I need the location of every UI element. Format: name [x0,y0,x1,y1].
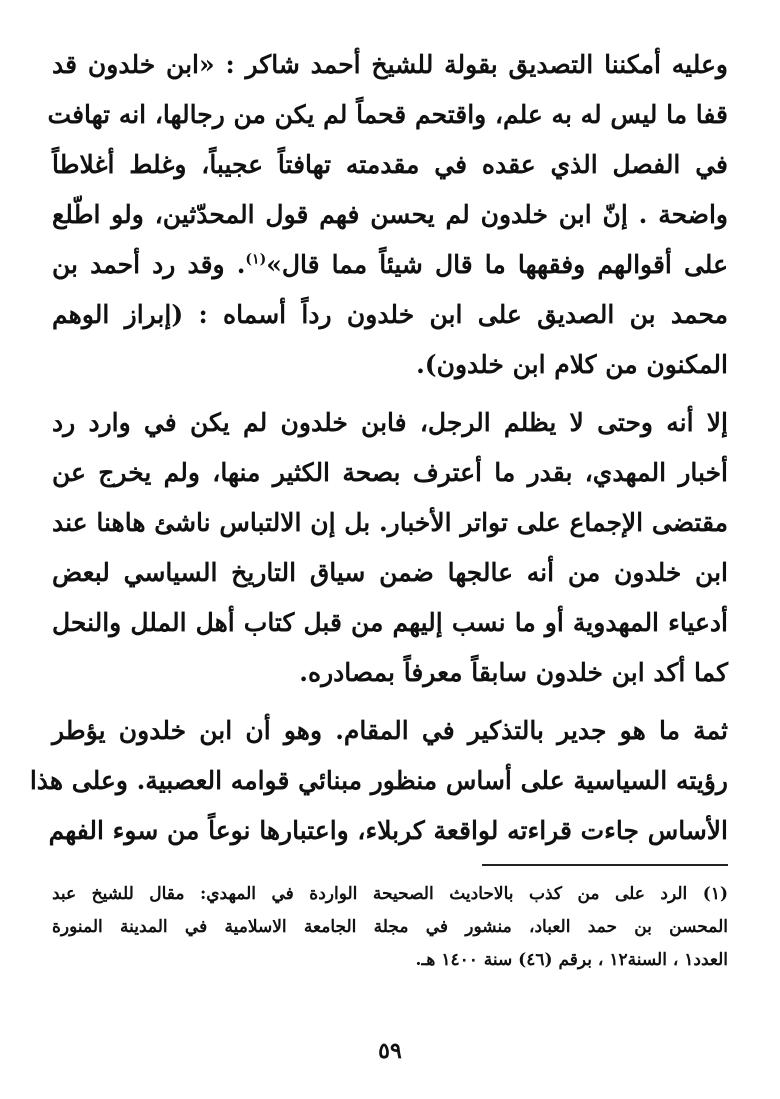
text-line: الأساس جاءت قراءته لواقعة كربلاء، واعتبارها نوعاً من سوء الفهم [48,816,728,845]
footnote [52,878,728,977]
footnote-marker[interactable]: (١) [245,251,267,268]
text-line: في الفصل الذي عقده في مقدمته تهافتاً عجيباً، وغلط أغلاطاً [52,150,728,179]
text-line: إلا أنه وحتى لا يظلم الرجل، فابن خلدون لم يكن في وارد رد [52,408,728,437]
text-line: رؤيته السياسية على أساس منظور مبنائي قوامه العصبية. وعلى هذا [29,766,728,795]
paragraph-1 [47,40,728,390]
text-line: واضحة . إنّ ابن خلدون لم يحسن فهم قول المحدّثين، ولو اطّلع [52,200,728,229]
text-line: المكنون من كلام ابن خلدون). [416,350,728,379]
paragraph-3 [29,706,728,856]
text-line: قفا ما ليس له به علم، واقتحم قحماً لم يكن من رجالها، انه تهافت [47,100,728,129]
footnote-line: المحسن بن حمد العباد، منشور في مجلة الجامعة الاسلامية في المدينة المنورة [52,917,728,937]
text-line: ثمة ما هو جدير بالتذكير في المقام. وهو أن ابن خلدون يؤطر [52,716,728,745]
page-body [29,40,728,864]
text-line-with-footnote [52,240,728,290]
footnote-divider [482,864,728,866]
footnote-line: العدد١ ، السنة١٢ ، برقم (٤٦) سنة ١٤٠٠ هـ. [415,950,728,970]
text-segment: . وقد رد أحمد بن [52,250,246,279]
text-line: كما أكد ابن خلدون سابقاً معرفاً بمصادره. [299,658,728,687]
text-line: وعليه أمكننا التصديق بقولة للشيخ أحمد شاكر : «ابن خلدون قد [52,50,728,79]
text-line: أدعياء المهدوية أو ما نسب إليهم من قبل كتاب أهل الملل والنحل [52,608,728,637]
text-line: ابن خلدون من أنه عالجها ضمن سياق التاريخ السياسي لبعض [52,558,728,587]
text-segment: على أقوالهم وفقهها ما قال شيئاً مما قال» [266,250,728,279]
text-line: مقتضى الإجماع على تواتر الأخبار. بل إن الالتباس ناشئ هاهنا عند [52,508,728,537]
paragraph-2 [52,398,728,698]
text-line: محمد بن الصديق على ابن خلدون رداً أسماه : (إبراز الوهم [52,300,728,329]
text-line: أخبار المهدي، بقدر ما أعترف بصحة الكثير منها، ولم يخرج عن [52,458,728,487]
footnote-line: (١) الرد على من كذب بالاحاديث الصحيحة الواردة في المهدي: مقال للشيخ عبد [52,884,728,904]
page-number: ٥٩ [378,1038,402,1064]
